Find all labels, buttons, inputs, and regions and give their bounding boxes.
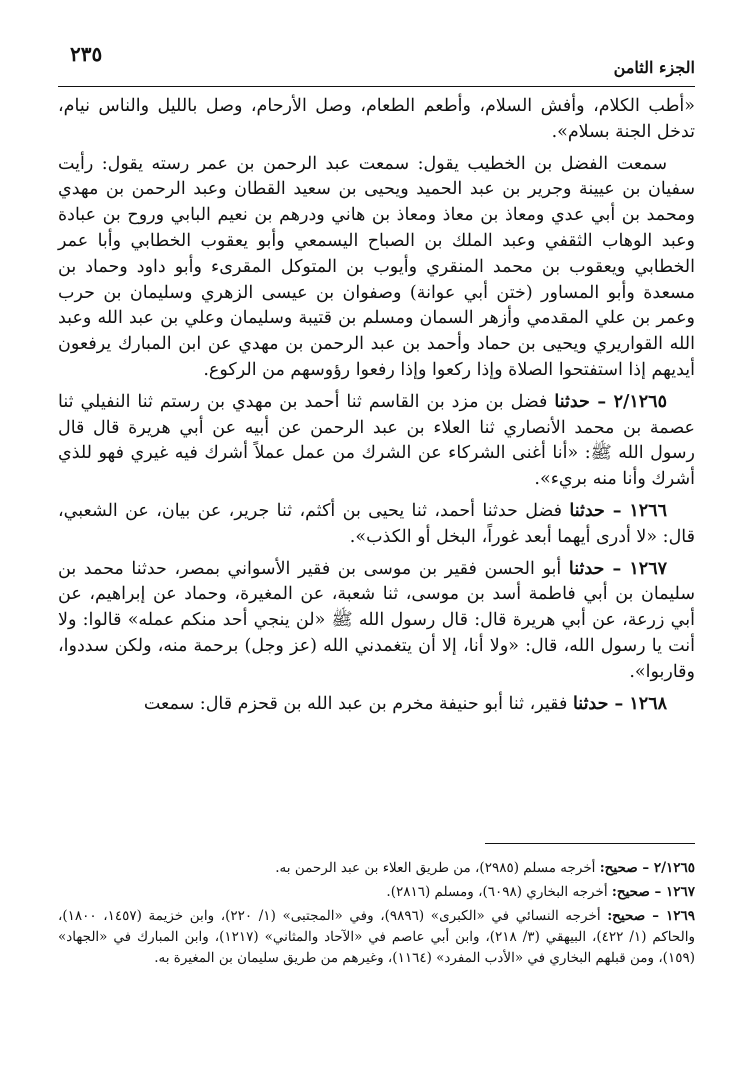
hadith-paragraph	[58, 499, 695, 551]
footnote-text: أخرجه البخاري (٦٠٩٨)، ومسلم (٢٨١٦).	[386, 884, 612, 900]
footnotes	[58, 858, 695, 972]
footnote-divider	[485, 843, 695, 844]
hadith-paragraph	[58, 390, 695, 493]
hadith-text: فقير، ثنا أبو حنيفة مخرم بن عبد الله بن قحزم قال: سمعت	[143, 693, 573, 714]
page-header	[58, 42, 695, 82]
hadith-number: ٢/١٢٦٥ – حدثنا	[554, 391, 667, 412]
paragraph: سمعت الفضل بن الخطيب يقول: سمعت عبد الرحمن بن عمر رسته يقول: رأيت سفيان بن عيينة وجرير بن عبد الحميد ويحيى بن سعيد القطان وعبد الرحمن بن مهدي ومحمد بن أبي عدي ومعاذ بن معاذ ومعاذ بن هاني ودرهم بن نعيم البابي وروح بن عبادة وعبد الوهاب الثقفي وعبد الملك بن الصباح اليسمعي وأبو يعقوب الخطابي وأبا عمر الخطابي ويعقوب بن محمد المنقري وأيوب بن المتوكل المقرىء وأبو داود وحماد بن مسعدة وأبو المساور (ختن أبي عوانة) وصفوان بن عيسى الزهري وسليمان بن حرب وعمر بن علي المقدمي وأزهر السمان ومسلم بن قتيبة وسليمان وعلي بن عبد الله وعبد الله القواريري ويحيى بن حماد وأحمد بن عبد الرحمن بن مهدي عن ابن المبارك يرفعون أيديهم إذا استفتحوا الصلاة وإذا ركعوا وإذا رفعوا رؤوسهم من الركوع.	[58, 153, 695, 380]
footnote	[58, 882, 695, 903]
footnote-tag: ١٢٦٧ – صحيح:	[611, 884, 695, 900]
footnote	[58, 858, 695, 879]
hadith-paragraph	[58, 692, 695, 718]
header-divider	[58, 86, 695, 87]
footnote	[58, 906, 695, 969]
page-number: ٢٣٥	[70, 42, 103, 66]
hadith-text: فضل بن مزد بن القاسم ثنا أحمد بن مهدي بن رستم ثنا النفيلي ثنا عصمة بن محمد الأنصاري ثنا العلاء بن عبد الرحمن عن أبيه عن أبي هريرة قال قال رسول الله ﷺ: «أنا أغنى الشركاء عن الشرك من عمل عملاً أشرك فيه غيري فهو للذي أشرك وأنا منه بريء».	[58, 391, 695, 490]
hadith-number: ١٢٦٧ – حدثنا	[568, 558, 667, 579]
hadith-number: ١٢٦٦ – حدثنا	[569, 500, 667, 521]
footnote-tag: ١٢٦٩ – صحيح:	[607, 908, 695, 924]
hadith-paragraph	[58, 557, 695, 686]
paragraph: «أطب الكلام، وأفش السلام، وأطعم الطعام، وصل الأرحام، وصل بالليل والناس نيام، تدخل الجنة بسلام».	[58, 96, 695, 142]
hadith-number: ١٢٦٨ – حدثنا	[572, 693, 667, 714]
hadith-text: أبو الحسن فقير بن موسى بن فقير الأسواني بمصر، حدثنا محمد بن سليمان بن أبي فاطمة أسد بن موسى، ثنا شعبة، عن المغيرة، وحماد عن إبراهيم، عن أبي زرعة، عن أبي هريرة قال: قال رسول الله ﷺ «لن ينجي أحد منكم عمله» قالوا: ولا أنت يا رسول الله، قال: «ولا أنا، إلا أن يتغمدني الله (عز وجل) برحمة منه، ولكن سددوا، وقاربوا».	[58, 558, 695, 682]
footnote-text: أخرجه مسلم (٢٩٨٥)، من طريق العلاء بن عبد الرحمن به.	[275, 860, 600, 876]
main-text	[58, 94, 695, 723]
part-title: الجزء الثامن	[613, 58, 695, 77]
footnote-text: أخرجه النسائي في «الكبرى» (٩٨٩٦)، وفي «المجتبى» (١/ ٢٢٠)، وابن خزيمة (١٤٥٧، ١٨٠٠)، والحاكم (١/ ٤٢٢)، البيهقي (٣/ ٢١٨)، وابن أبي عاصم في «الآحاد والمثاني» (١٢١٧)، وابن المبارك في «الجهاد» (١٥٩)، ومن قبلهم البخاري في «الأدب المفرد» (١١٦٤)، وغيرهم من طريق سليمان بن المغيرة به.	[58, 908, 696, 966]
hadith-text: فضل حدثنا أحمد، ثنا يحيى بن أكثم، ثنا جرير، عن بيان، عن الشعبي، قال: «لا أدرى أيهما أبعد غوراً، البخل أو الكذب».	[58, 500, 695, 547]
footnote-tag: ٢/١٢٦٥ – صحيح:	[599, 860, 695, 876]
